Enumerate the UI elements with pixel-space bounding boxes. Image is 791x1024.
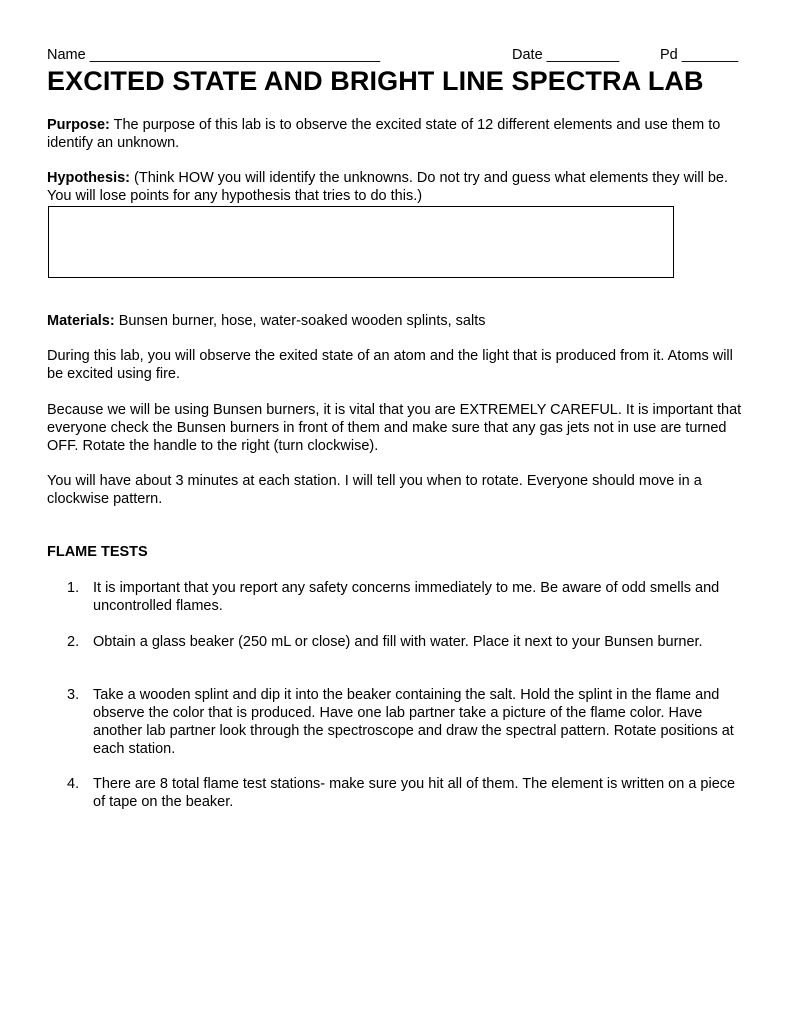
step-item [67, 633, 747, 651]
step-item [67, 775, 747, 811]
date-field[interactable]: Date _________ [512, 47, 620, 63]
materials-label: Materials: [47, 313, 115, 329]
page-title: EXCITED STATE AND BRIGHT LINE SPECTRA LAB [47, 66, 704, 96]
hypothesis-section [47, 169, 747, 205]
materials-section [47, 312, 747, 330]
purpose-section [47, 116, 747, 152]
step-text: Obtain a glass beaker (250 mL or close) and fill with water. Place it next to your Bunsen burner. [93, 634, 703, 650]
hypothesis-label: Hypothesis: [47, 170, 130, 186]
hypothesis-text: (Think HOW you will identify the unknowns. Do not try and guess what elements they will be. You will lose points for any hypothesis that tries to do this.) [47, 170, 728, 204]
intro-paragraph: During this lab, you will observe the exited state of an atom and the light that is produced from it. Atoms will be excited using fire. [47, 348, 733, 382]
step-item [67, 579, 747, 615]
step-text: It is important that you report any safety concerns immediately to me. Be aware of odd smells and uncontrolled flames. [93, 580, 720, 614]
step-number: 3. [67, 687, 80, 703]
rotation-paragraph: You will have about 3 minutes at each station. I will tell you when to rotate. Everyone should move in a clockwise pattern. [47, 473, 702, 507]
step-number: 4. [67, 776, 80, 792]
name-field[interactable]: Name ____________________________________ [47, 47, 381, 63]
flame-tests-heading: FLAME TESTS [47, 544, 148, 560]
purpose-text: The purpose of this lab is to observe the excited state of 12 different elements and use them to identify an unknown. [47, 117, 721, 151]
purpose-label: Purpose: [47, 117, 110, 133]
safety-paragraph: Because we will be using Bunsen burners, it is vital that you are EXTREMELY CAREFUL. It is important that everyone check the Bunsen burners in front of them and make sure that any gas jets not in use are turned OFF. Rotate the handle to the right (turn clockwise). [47, 402, 742, 454]
materials-text: Bunsen burner, hose, water-soaked wooden splints, salts [114, 313, 486, 329]
step-number: 2. [67, 634, 80, 650]
hypothesis-answer-box[interactable] [48, 206, 674, 278]
step-text: Take a wooden splint and dip it into the beaker containing the salt. Hold the splint in the flame and observe the color that is produced. Have one lab partner take a picture of the flame color. Have another lab partner look through the spectroscope and draw the spectral pattern. Rotate positions at each station. [93, 687, 734, 757]
step-item [67, 686, 747, 758]
step-text: There are 8 total flame test stations- make sure you hit all of them. The element is written on a piece of tape on the beaker. [93, 776, 736, 810]
period-field[interactable]: Pd _______ [660, 47, 739, 63]
step-number: 1. [67, 580, 80, 596]
